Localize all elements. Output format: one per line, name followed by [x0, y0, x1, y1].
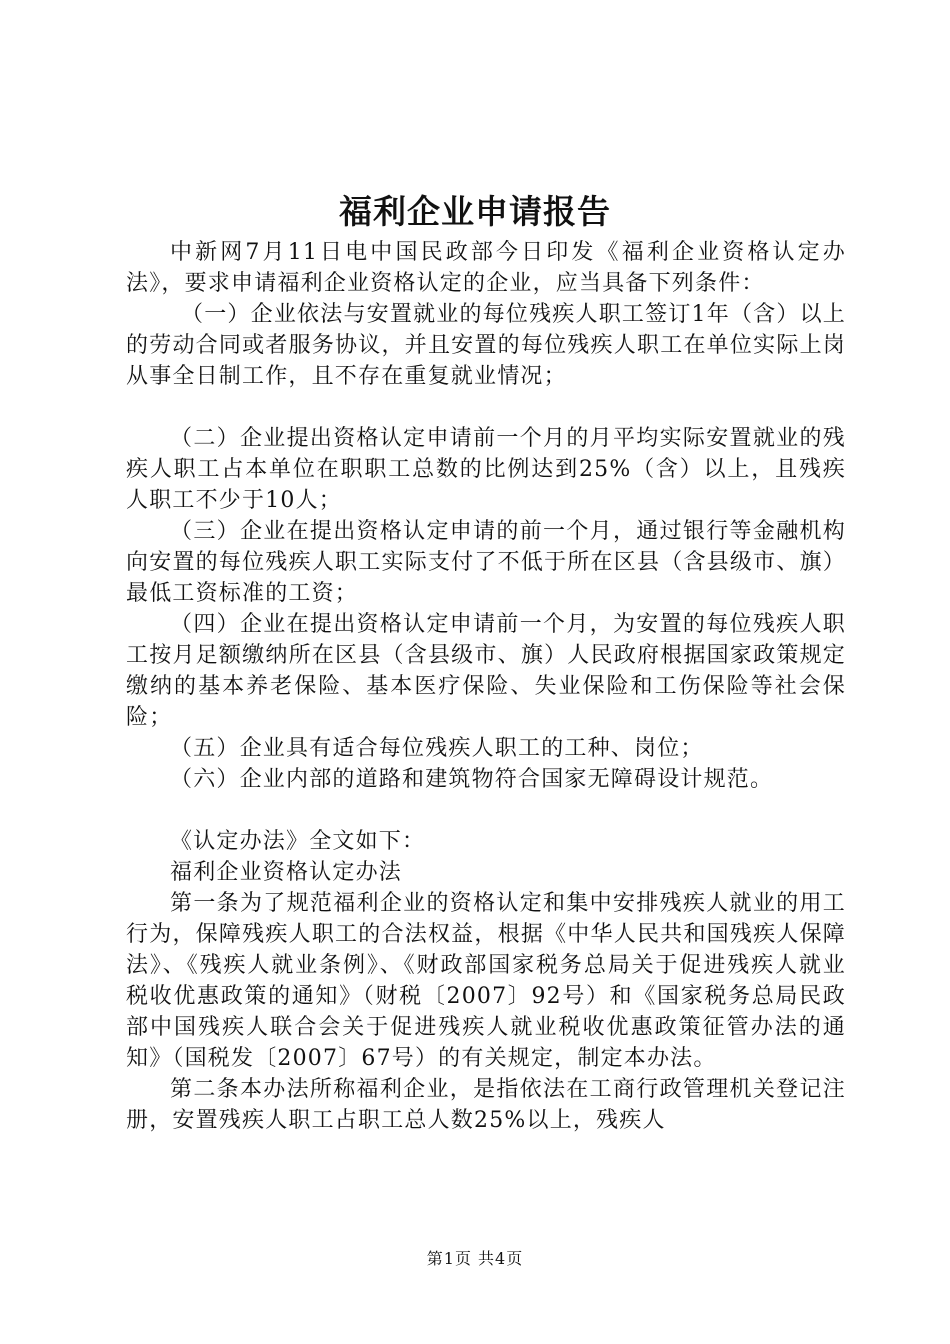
- condition-5-paragraph: （五）企业具有适合每位残疾人职工的工种、岗位；: [170, 736, 704, 761]
- page-number-footer: 第1页 共4页: [426, 1249, 524, 1268]
- article-2-paragraph: 第二条本办法所称福利企业，是指依法在工商行政管理机关登记注册，安置残疾人职工占职工总人数25%以上，残疾人: [126, 1077, 846, 1133]
- intro-paragraph: 中新网7月11日电中国民政部今日印发《福利企业资格认定办法》，要求申请福利企业资格认定的企业，应当具备下列条件：: [126, 240, 846, 296]
- condition-1-paragraph: （一）企业依法与安置就业的每位残疾人职工签订1年（含）以上的劳动合同或者服务协议，并且安置的每位残疾人职工在单位实际上岗从事全日制工作，且不存在重复就业情况；: [126, 302, 846, 389]
- full-text-intro: 《认定办法》全文如下：: [170, 829, 426, 854]
- condition-6-paragraph: （六）企业内部的道路和建筑物符合国家无障碍设计规范。: [170, 767, 774, 792]
- regulation-title: 福利企业资格认定办法: [170, 860, 403, 885]
- document-body: [126, 237, 846, 1136]
- document-title: 福利企业申请报告: [339, 192, 611, 231]
- article-1-paragraph: 第一条为了规范福利企业的资格认定和集中安排残疾人就业的用工行为，保障残疾人职工的合法权益，根据《中华人民共和国残疾人保障法》、《残疾人就业条例》、《财政部国家税务总局关于促进残疾人就业税收优惠政策的通知》（财税〔2007〕92号）和《国家税务总局民政部中国残疾人联合会关于促进残疾人就业税收优惠政策征管办法的通知》（国税发〔2007〕67号）的有关规定，制定本办法。: [126, 891, 846, 1071]
- condition-2-paragraph: （二）企业提出资格认定申请前一个月的月平均实际安置就业的残疾人职工占本单位在职职工总数的比例达到25%（含）以上，且残疾人职工不少于10人；: [126, 426, 846, 513]
- condition-3-paragraph: （三）企业在提出资格认定申请的前一个月，通过银行等金融机构向安置的每位残疾人职工实际支付了不低于所在区县（含县级市、旗）最低工资标准的工资；: [126, 519, 846, 606]
- condition-4-paragraph: （四）企业在提出资格认定申请前一个月，为安置的每位残疾人职工按月足额缴纳所在区县（含县级市、旗）人民政府根据国家政策规定缴纳的基本养老保险、基本医疗保险、失业保险和工伤保险等社会保险；: [126, 612, 846, 730]
